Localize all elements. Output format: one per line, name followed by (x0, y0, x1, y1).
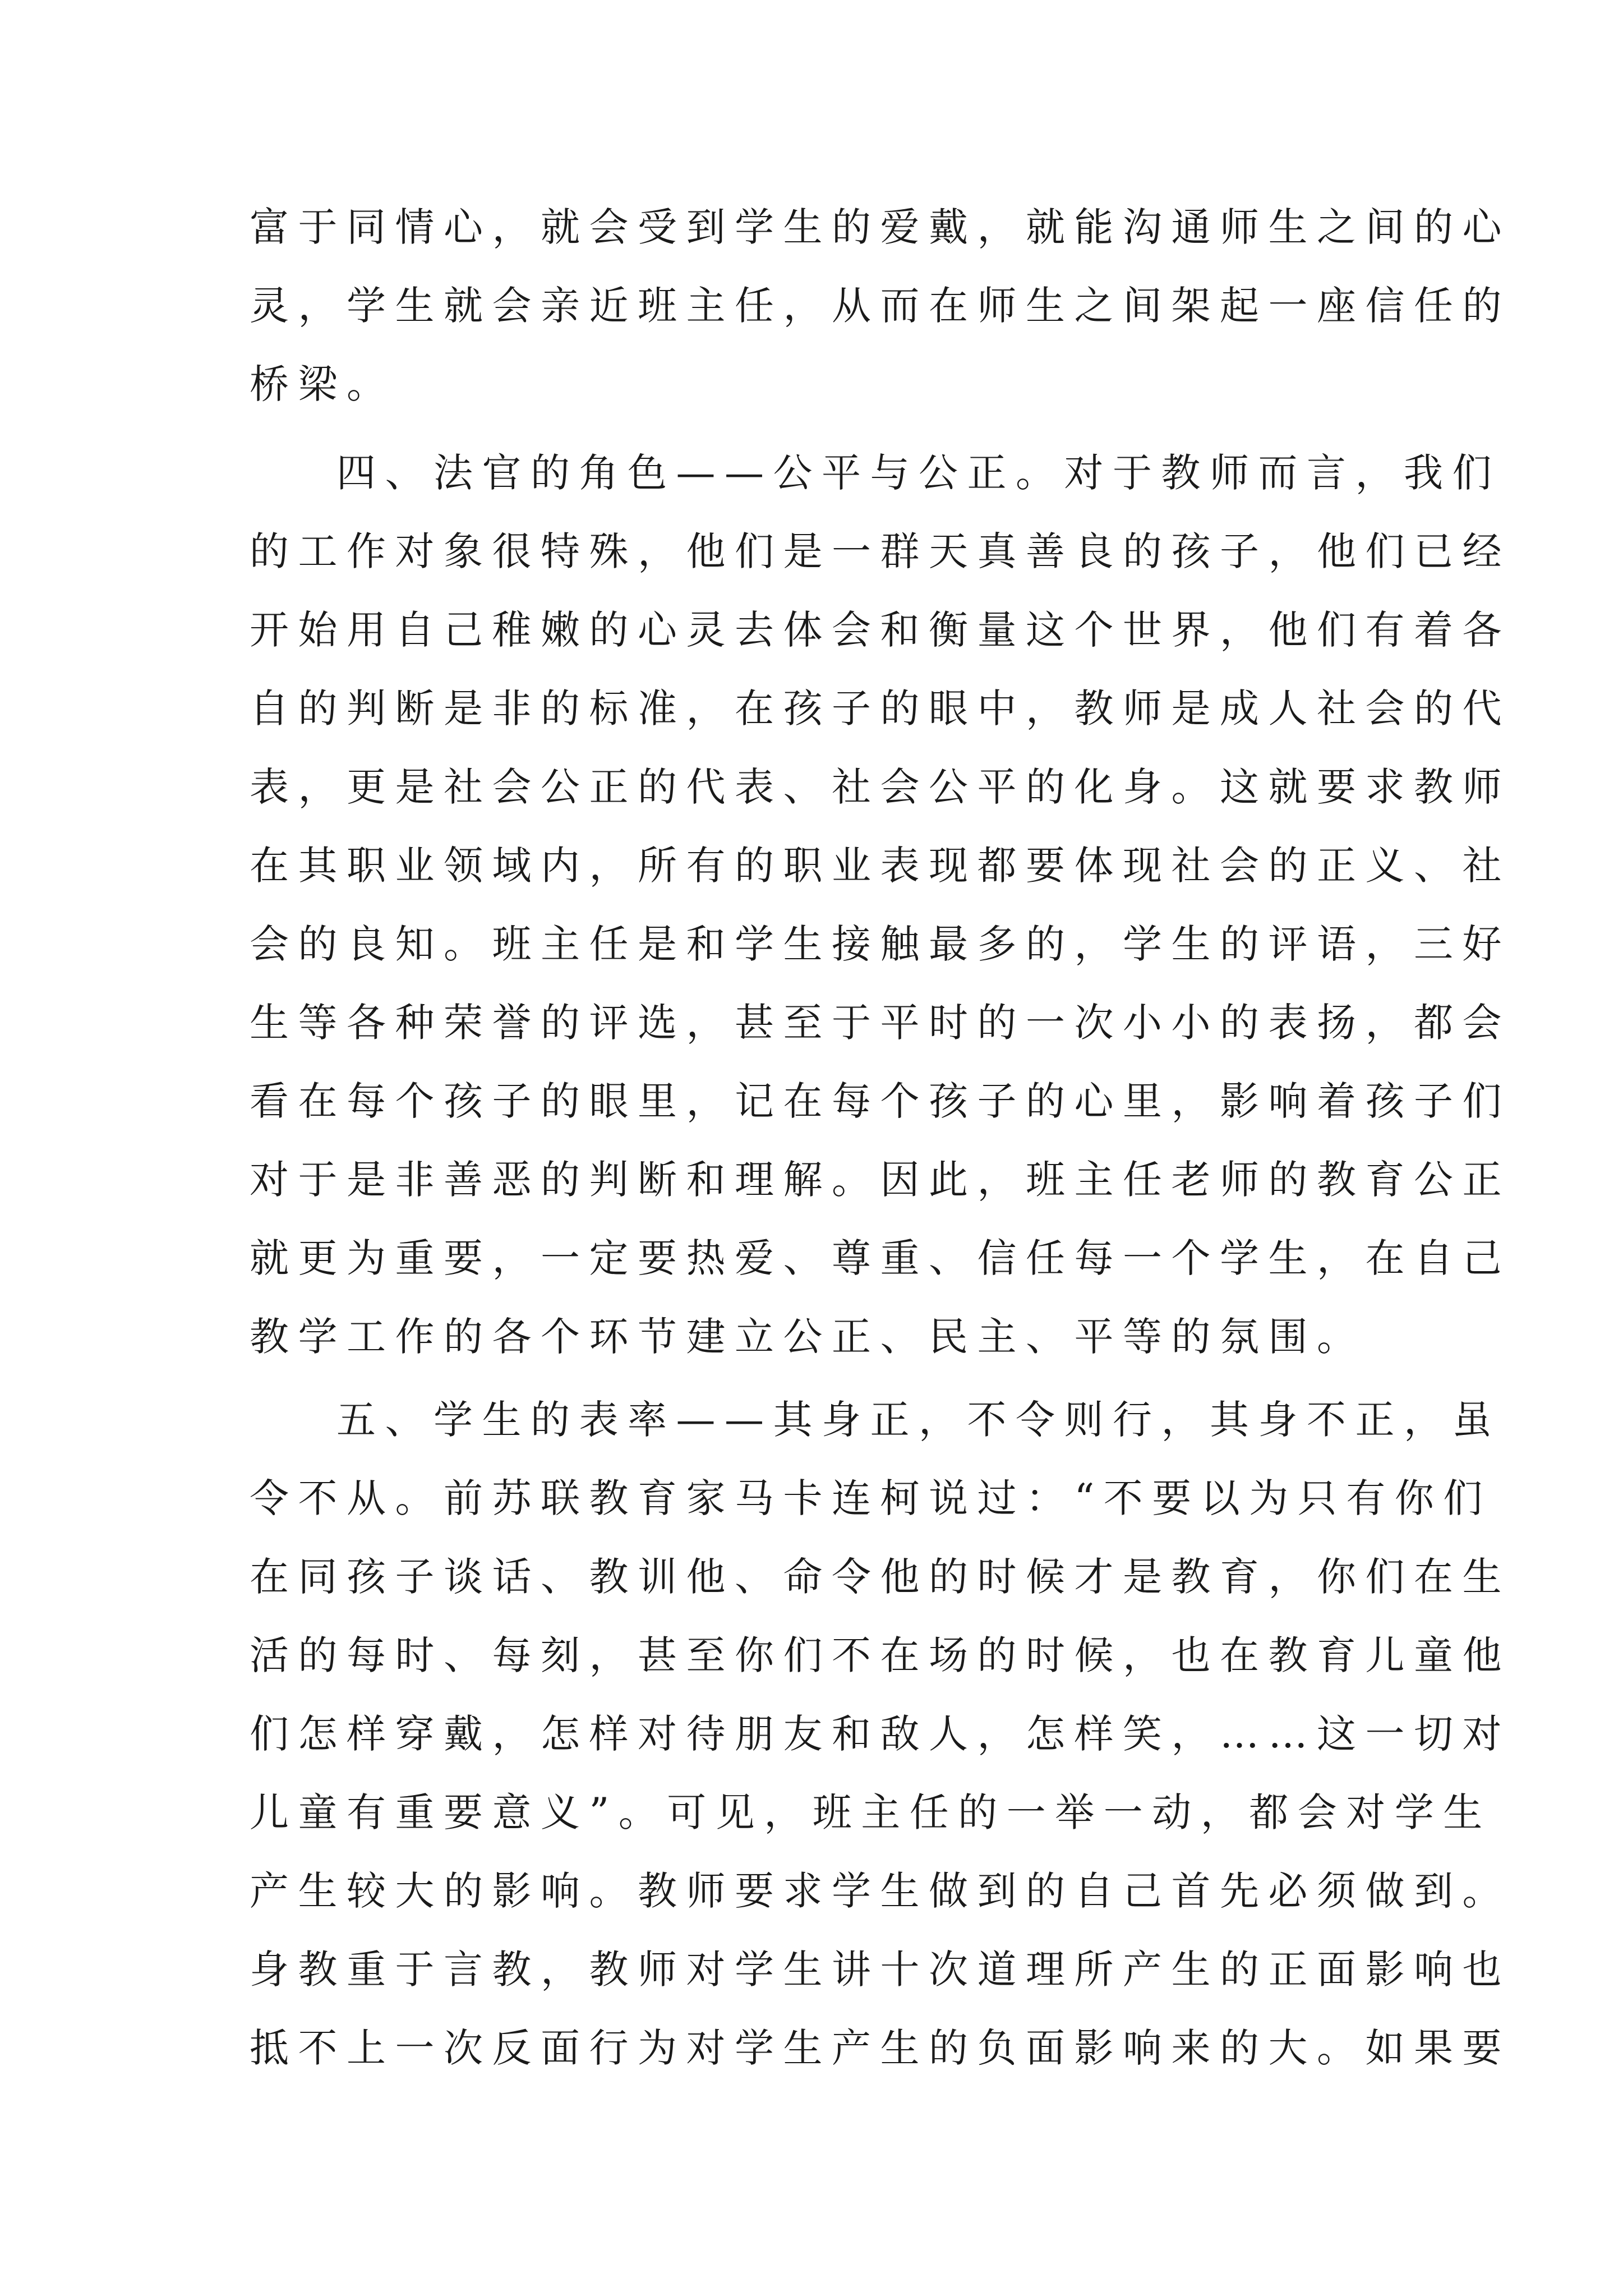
text-line: 开始用自己稚嫩的心灵去体会和衡量这个世界，他们有着各 (250, 607, 1511, 653)
text-line: 产生较大的影响。教师要求学生做到的自己首先必须做到。 (250, 1868, 1511, 1914)
text-line: 抵不上一次反面行为对学生产生的负面影响来的大。如果要 (250, 2025, 1511, 2071)
text-line: 表，更是社会公正的代表、社会公平的化身。这就要求教师 (250, 764, 1511, 810)
text-line: 生等各种荣誉的评选，甚至于平时的一次小小的表扬，都会 (250, 1000, 1511, 1046)
text-line: 在同孩子谈话、教训他、命令他的时候才是教育，你们在生 (250, 1554, 1511, 1600)
text-line: 身教重于言教，教师对学生讲十次道理所产生的正面影响也 (250, 1947, 1511, 1993)
paragraph-start-line: 四、法官的角色——公平与公正。对于教师而言，我们 (336, 450, 1501, 496)
text-line: 就更为重要，一定要热爱、尊重、信任每一个学生，在自己 (250, 1235, 1511, 1281)
text-line: 看在每个孩子的眼里，记在每个孩子的心里，影响着孩子们 (250, 1078, 1511, 1124)
text-line: 富于同情心，就会受到学生的爱戴，就能沟通师生之间的心 (250, 204, 1511, 250)
text-line: 教学工作的各个环节建立公正、民主、平等的氛围。 (250, 1314, 1366, 1360)
text-line: 对于是非善恶的判断和理解。因此，班主任老师的教育公正 (250, 1157, 1511, 1203)
text-line: 自的判断是非的标准，在孩子的眼中，教师是成人社会的代 (250, 685, 1511, 731)
text-line: 的工作对象很特殊，他们是一群天真善良的孩子，他们已经 (250, 528, 1511, 574)
text-line: 们怎样穿戴，怎样对待朋友和敌人，怎样笑，……这一切对 (250, 1711, 1511, 1757)
text-line: 在其职业领域内，所有的职业表现都要体现社会的正义、社 (250, 843, 1511, 889)
text-line: 会的良知。班主任是和学生接触最多的，学生的评语，三好 (250, 921, 1511, 967)
text-line: 令不从。前苏联教育家马卡连柯说过：“不要以为只有你们 (250, 1475, 1492, 1521)
text-line: 桥梁。 (250, 361, 395, 407)
text-line: 活的每时、每刻，甚至你们不在场的时候，也在教育儿童他 (250, 1632, 1511, 1678)
paragraph-start-line: 五、学生的表率——其身正，不令则行，其身不正，虽 (336, 1397, 1501, 1443)
text-line: 儿童有重要意义”。可见，班主任的一举一动，都会对学生 (250, 1789, 1492, 1835)
text-line: 灵，学生就会亲近班主任，从而在师生之间架起一座信任的 (250, 283, 1511, 329)
